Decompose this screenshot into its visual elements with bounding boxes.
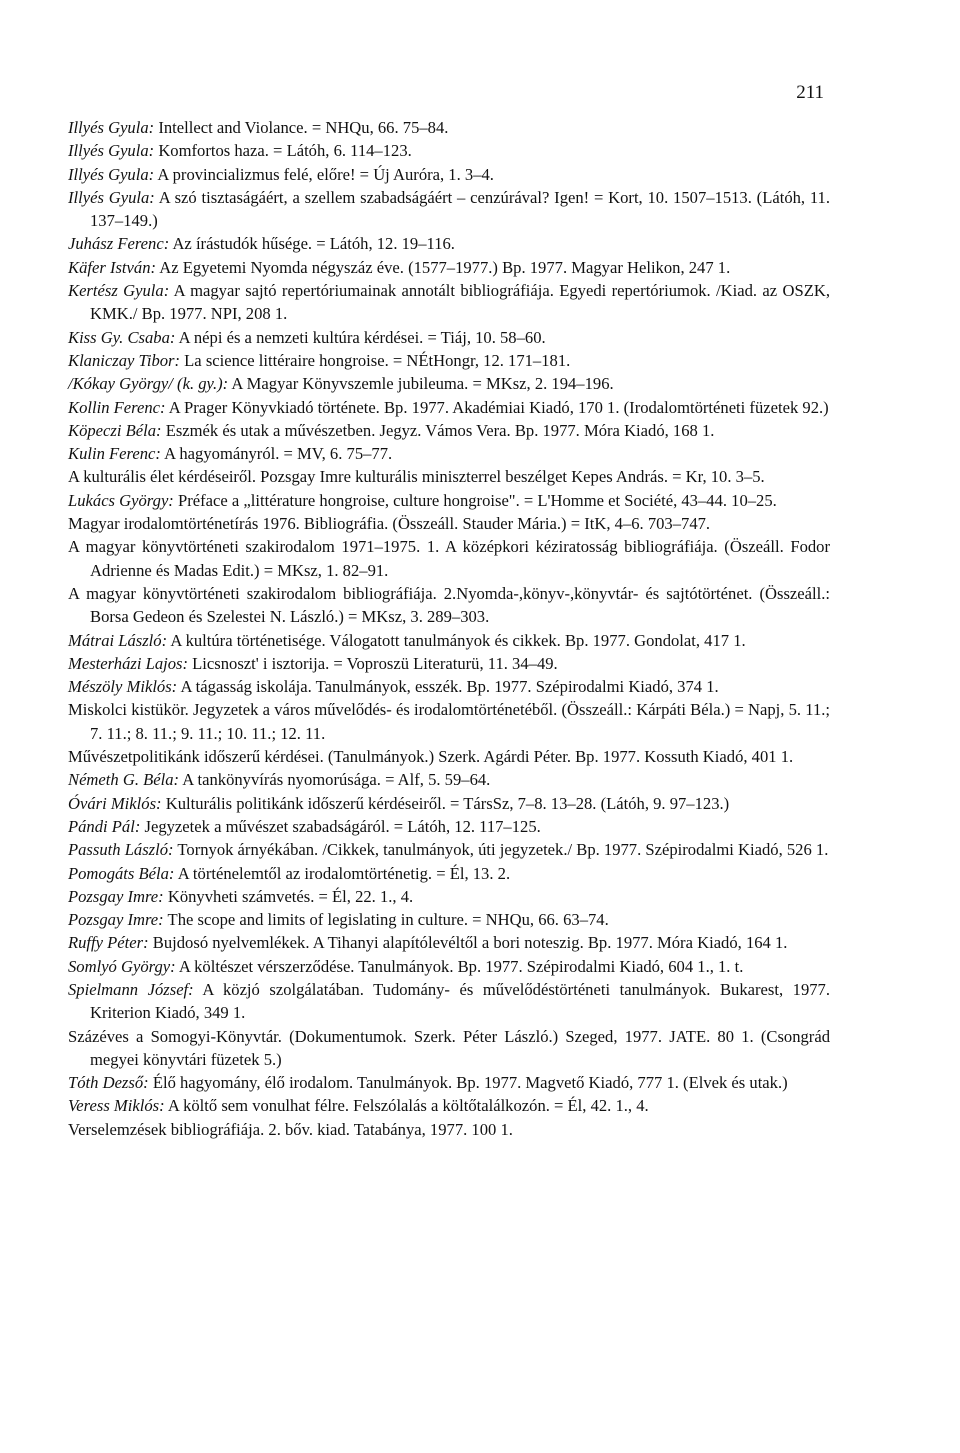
entry-author: Németh G. Béla:	[68, 770, 180, 790]
page-number: 211	[796, 82, 824, 103]
entry-author: Pozsgay Imre:	[68, 910, 164, 930]
bibliography-entry	[68, 768, 830, 791]
entry-text: A költő sem vonulhat félre. Felszólalás a költőtalálkozón. = Él, 42. 1., 4.	[164, 1096, 649, 1116]
entry-author: Mészöly Miklós:	[68, 677, 178, 697]
bibliography-entry	[68, 885, 830, 908]
bibliography-list	[68, 116, 830, 1141]
entry-text: Eszmék és utak a művészetben. Jegyz. Vámos Vera. Bp. 1977. Móra Kiadó, 168 1.	[161, 420, 715, 440]
entry-author: Illyés Gyula:	[68, 164, 155, 184]
entry-text: A kultúra történetisége. Válogatott tanulmányok és cikkek. Bp. 1977. Gondolat, 417 1.	[167, 630, 746, 650]
entry-author: Illyés Gyula:	[68, 118, 155, 137]
entry-author: Pándi Pál:	[68, 816, 141, 836]
entry-author: Illyés Gyula:	[68, 187, 155, 207]
entry-author: Pomogáts Béla:	[68, 863, 175, 883]
bibliography-entry	[68, 372, 830, 395]
bibliography-entry	[68, 1118, 830, 1141]
entry-text: Magyar irodalomtörténetírás 1976. Bibliográfia. (Összeáll. Stauder Mária.) = ItK, 4–6. 703–747.	[68, 514, 711, 534]
entry-text: The scope and limits of legislating in culture. = NHQu, 66. 63–74.	[163, 910, 609, 930]
bibliography-entry	[68, 465, 830, 488]
bibliography-entry	[68, 512, 830, 535]
entry-text: A Prager Könyvkiadó története. Bp. 1977. Akadémiai Kiadó, 170 1. (Irodalomtörténeti füzetek 92.)	[165, 397, 829, 417]
bibliography-entry	[68, 908, 830, 931]
bibliography-entry	[68, 442, 830, 465]
bibliography-entry	[68, 629, 830, 652]
bibliography-entry	[68, 419, 830, 442]
entry-author: Óvári Miklós:	[68, 793, 162, 813]
entry-text: A költészet vérszerződése. Tanulmányok. Bp. 1977. Szépirodalmi Kiadó, 604 1., 1. t.	[175, 956, 744, 976]
bibliography-entry	[68, 745, 830, 768]
entry-text: Könyvheti számvetés. = Él, 22. 1., 4.	[163, 886, 414, 906]
bibliography-entry	[68, 396, 830, 419]
entry-author: Kulin Ferenc:	[68, 444, 161, 464]
entry-text: A történelemtől az irodalomtörténetig. = Él, 13. 2.	[174, 863, 511, 883]
bibliography-entry	[68, 931, 830, 954]
bibliography-entry	[68, 652, 830, 675]
entry-text: A tágasság iskolája. Tanulmányok, esszék. Bp. 1977. Szépirodalmi Kiadó, 374 1.	[177, 677, 719, 697]
bibliography-entry	[68, 232, 830, 255]
entry-text: Tornyok árnyékában. /Cikkek, tanulmányok, úti jegyzetek./ Bp. 1977. Szépirodalmi Kiadó, 526 1.	[173, 840, 829, 860]
bibliography-entry	[68, 1094, 830, 1117]
entry-author: Juhász Ferenc:	[68, 234, 170, 254]
entry-text: A népi és a nemzeti kultúra kérdései. = Tiáj, 10. 58–60.	[175, 327, 546, 347]
entry-text: La science littéraire hongroise. = NÉtHongr, 12. 171–181.	[180, 350, 571, 370]
entry-text: A tankönyvírás nyomorúsága. = Alf, 5. 59–64.	[179, 770, 491, 790]
entry-author: Pozsgay Imre:	[68, 886, 164, 906]
bibliography-entry	[68, 116, 830, 139]
entry-author: /Kókay György/ (k. gy.):	[68, 374, 229, 394]
entry-author: Veress Miklós:	[68, 1096, 165, 1116]
bibliography-entry	[68, 955, 830, 978]
bibliography-entry	[68, 535, 830, 582]
entry-text: Kulturális politikánk időszerű kérdéseiről. = TársSz, 7–8. 13–28. (Látóh, 9. 97–123.)	[161, 793, 730, 813]
bibliography-entry	[68, 675, 830, 698]
bibliography-entry	[68, 279, 830, 326]
entry-author: Lukács György:	[68, 490, 174, 510]
entry-author: Ruffy Péter:	[68, 933, 149, 953]
bibliography-entry	[68, 326, 830, 349]
bibliography-entry	[68, 256, 830, 279]
bibliography-entry	[68, 815, 830, 838]
entry-text: Az írástudók hűsége. = Látóh, 12. 19–116.	[169, 234, 455, 254]
entry-text: Préface a „littérature hongroise, culture hongroise". = L'Homme et Société, 43–44. 10–25.	[173, 490, 777, 510]
entry-text: A magyar sajtó repertóriumainak annotált bibliográfiája. Egyedi repertóriumok. /Kiad. az OSZK, KMK./ Bp. 1977. NPI, 208 1.	[90, 281, 830, 324]
bibliography-entry	[68, 1071, 830, 1094]
entry-author: Tóth Dezső:	[68, 1073, 149, 1093]
entry-text: Élő hagyomány, élő irodalom. Tanulmányok. Bp. 1977. Magvető Kiadó, 777 1. (Elvek és utak.)	[148, 1073, 788, 1093]
entry-text: Intellect and Violance. = NHQu, 66. 75–84.	[154, 118, 449, 137]
entry-text: Licsnoszt' i isztorija. = Voproszü Literaturü, 11. 34–49.	[188, 653, 558, 673]
entry-author: Mesterházi Lajos:	[68, 653, 189, 673]
entry-author: Kiss Gy. Csaba:	[68, 327, 176, 347]
bibliography-entry	[68, 792, 830, 815]
entry-author: Kollin Ferenc:	[68, 397, 166, 417]
entry-text: Bujdosó nyelvemlékek. A Tihanyi alapítólevéltől a bori noteszig. Bp. 1977. Móra Kiadó, 164 1.	[148, 933, 788, 953]
bibliography-entry	[68, 838, 830, 861]
entry-text: Verselemzések bibliográfiája. 2. bőv. kiad. Tatabánya, 1977. 100 1.	[68, 1119, 513, 1139]
entry-text: A magyar könyvtörténeti szakirodalom 1971–1975. 1. A középkori kéziratosság bibliográfiája. (Öszeáll. Fodor Adrienne és Madas Edit.) = MKsz, 1. 82–91.	[68, 537, 830, 580]
entry-text: A magyar könyvtörténeti szakirodalom bibliográfiája. 2.Nyomda-,könyv-,könyvtár- és sajtótörténet. (Összeáll.: Borsa Gedeon és Szelestei N. László.) = MKsz, 3. 289–303.	[68, 583, 830, 627]
bibliography-entry	[68, 163, 830, 186]
entry-text: Jegyzetek a művészet szabadságáról. = Látóh, 12. 117–125.	[140, 816, 541, 836]
bibliography-entry	[68, 186, 830, 233]
entry-author: Köpeczi Béla:	[68, 420, 162, 440]
entry-author: Passuth László:	[68, 840, 174, 860]
entry-author: Klaniczay Tibor:	[68, 350, 181, 370]
bibliography-entry	[68, 139, 830, 162]
entry-text: A kulturális élet kérdéseiről. Pozsgay Imre kulturális miniszterrel beszélget Kepes András. = Kr, 10. 3–5.	[68, 467, 765, 487]
bibliography-entry	[68, 862, 830, 885]
entry-text: A Magyar Könyvszemle jubileuma. = MKsz, 2. 194–196.	[228, 374, 614, 394]
entry-author: Käfer István:	[68, 257, 157, 277]
entry-text: A közjó szolgálatában. Tudomány- és művelődéstörténeti tanulmányok. Bukarest, 1977. Kriterion Kiadó, 349 1.	[90, 979, 831, 1023]
bibliography-entry	[68, 349, 830, 372]
entry-author: Kertész Gyula:	[68, 281, 170, 301]
entry-text: A szó tisztaságáért, a szellem szabadságáért – cenzúrával? Igen! = Kort, 10. 1507–1513. (Látóh, 11. 137–149.)	[90, 187, 830, 231]
bibliography-entry	[68, 698, 830, 745]
entry-text: Százéves a Somogyi-Könyvtár. (Dokumentumok. Szerk. Péter László.) Szeged, 1977. JATE. 80 1. (Csongrád megyei könyvtári füzetek 5.)	[68, 1026, 830, 1069]
entry-author: Illyés Gyula:	[68, 141, 155, 161]
entry-text: A hagyományról. = MV, 6. 75–77.	[160, 444, 393, 464]
bibliography-entry	[68, 1025, 830, 1072]
entry-text: A provincializmus felé, előre! = Új Auróra, 1. 3–4.	[154, 164, 494, 184]
entry-author: Somlyó György:	[68, 956, 176, 976]
bibliography-entry	[68, 978, 830, 1025]
entry-text: Az Egyetemi Nyomda négyszáz éve. (1577–1977.) Bp. 1977. Magyar Helikon, 247 1.	[156, 257, 731, 277]
entry-text: Komfortos haza. = Látóh, 6. 114–123.	[154, 141, 412, 161]
bibliography-entry	[68, 582, 830, 629]
entry-text: Miskolci kistükör. Jegyzetek a város művelődés- és irodalomtörténetéből. (Összeáll.: Kárpáti Béla.) = Napj, 5. 11.; 7. 11.; 8. 11.; 9. 11.; 10. 11.; 12. 11.	[68, 700, 830, 743]
entry-author: Mátrai László:	[68, 630, 168, 650]
entry-author: Spielmann József:	[68, 979, 194, 999]
bibliography-entry	[68, 489, 830, 512]
entry-text: Művészetpolitikánk időszerű kérdései. (Tanulmányok.) Szerk. Agárdi Péter. Bp. 1977. Kossuth Kiadó, 401 1.	[68, 747, 794, 767]
